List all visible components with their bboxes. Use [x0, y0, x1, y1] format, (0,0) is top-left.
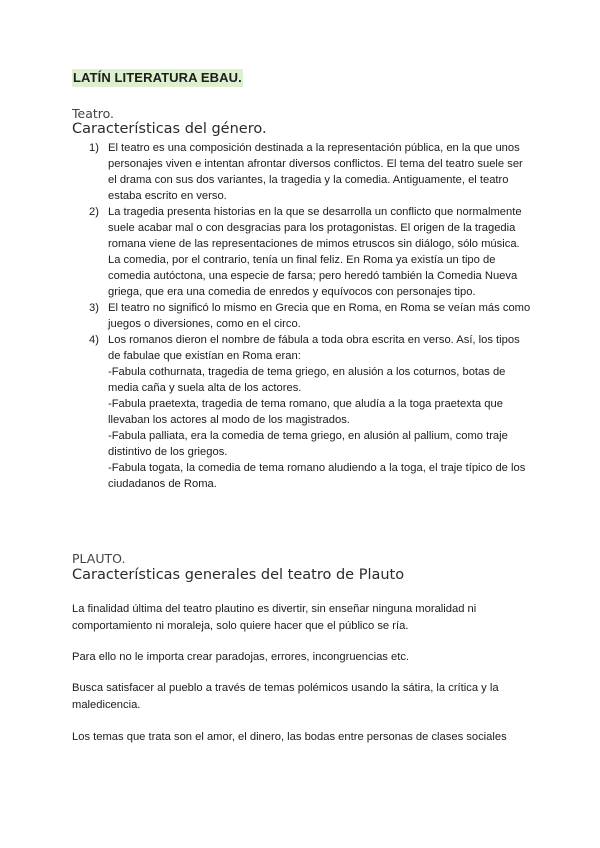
list-item-number: 2) [89, 206, 99, 218]
list-item-text: El teatro no significó lo mismo en Grecia que en Roma, en Roma se veían más como juegos o diversiones, como en el circo. [108, 302, 531, 330]
list-item-number: 1) [89, 142, 99, 154]
list-item [89, 332, 532, 492]
list-item-text: -Fabula cothurnata, tragedia de tema griego, en alusión a los coturnos, botas de media caña y suela alta de los actores. [108, 366, 506, 394]
paragraph: Para ello no le importa crear paradojas, errores, incongruencias etc. [72, 651, 410, 663]
characteristics-list [89, 140, 532, 492]
section-subheading-genero: Características del género. [72, 121, 267, 137]
list-item-text: -Fabula palliata, era la comedia de tema griego, en alusión al pallium, como traje distintivo de los griegos. [108, 430, 508, 458]
list-item [89, 300, 532, 332]
list-item [89, 204, 532, 300]
list-item-text: -Fabula togata, la comedia de tema romano aludiendo a la toga, el traje típico de los ciudadanos de Roma. [108, 462, 526, 490]
paragraph: La finalidad última del teatro plautino es divertir, sin enseñar ninguna moralidad ni comportamiento ni moraleja, solo quiere hacer que el público se ría. [72, 603, 477, 632]
paragraph: Los temas que trata son el amor, el dinero, las bodas entre personas de clases sociales [72, 731, 507, 743]
section-heading-teatro: Teatro. [72, 106, 115, 121]
section-heading-plauto: PLAUTO. [72, 551, 126, 566]
list-item-text: Los romanos dieron el nombre de fábula a toda obra escrita en verso. Así, los tipos de fabulae que existían en Roma eran: [108, 334, 520, 362]
list-item-number: 4) [89, 334, 99, 346]
section-subheading-plauto: Características generales del teatro de Plauto [72, 567, 405, 583]
list-item-text: La tragedia presenta historias en la que se desarrolla un conflicto que normalmente suele acabar mal o con desgracias para los protagonistas. El origen de la tragedia romana viene de las representaciones de mimos etruscos sin diálogo, sólo música. [108, 206, 522, 250]
paragraph: Busca satisfacer al pueblo a través de temas polémicos usando la sátira, la crítica y la maledicencia. [72, 682, 499, 711]
list-item-number: 3) [89, 302, 99, 314]
list-item-text: -Fabula praetexta, tragedia de tema romano, que aludía a la toga praetexta que llevaban los actores al modo de los magistrados. [108, 398, 503, 426]
list-item-text: El teatro es una composición destinada a la representación pública, en la que unos personajes viven e intentan afrontar diversos conflictos. El tema del teatro suele ser el drama con sus dos variantes, la tragedia y la comedia. Antiguamente, el teatro estaba escrito en verso. [108, 142, 523, 202]
list-item [89, 140, 532, 204]
list-item-text: La comedia, por el contrario, tenía un final feliz. En Roma ya existía un tipo de comedia autóctona, una especie de farsa; pero heredó también la Comedia Nueva griega, que era una comedia de enredos y equívocos con personajes tipo. [108, 254, 518, 298]
document-title: LATÍN LITERATURA EBAU. [73, 70, 242, 85]
